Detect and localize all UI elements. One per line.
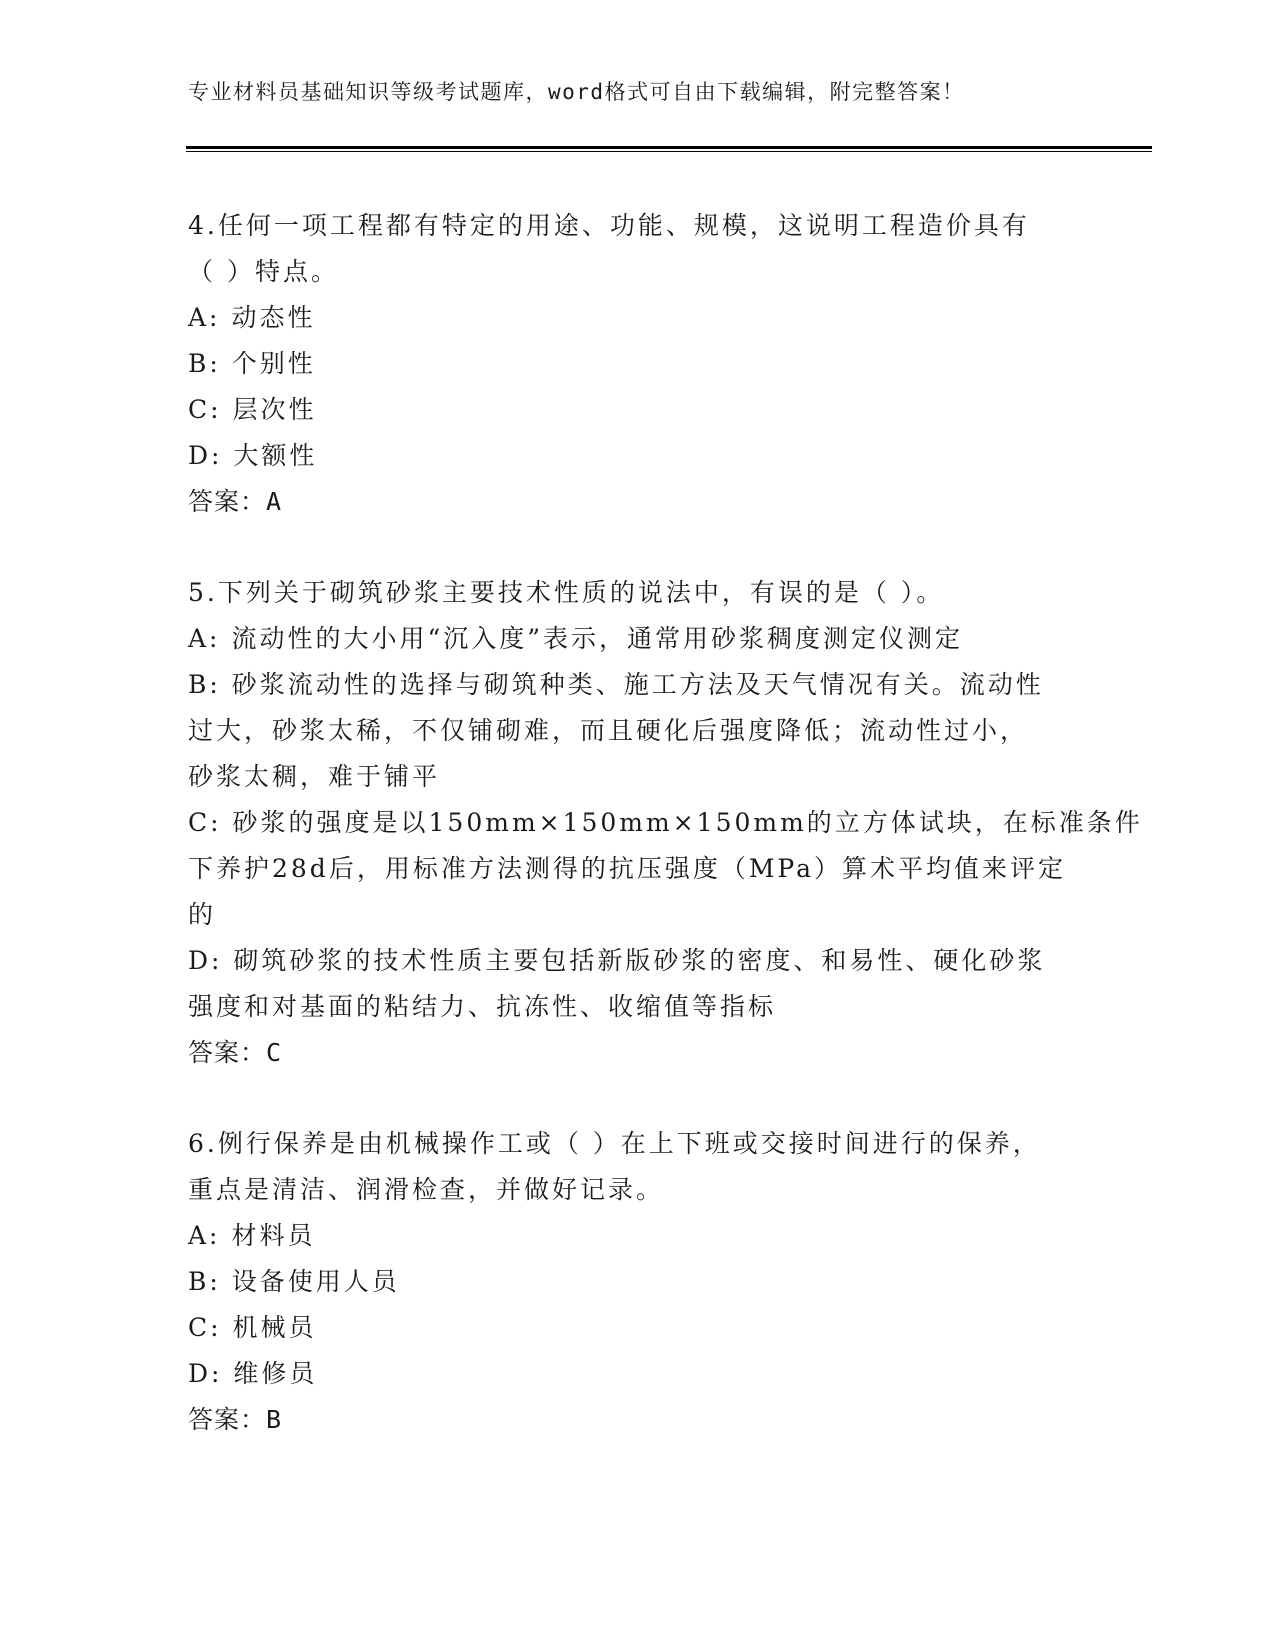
header-rule-thin (186, 151, 1152, 152)
header-rule-thick (186, 146, 1152, 149)
option-c-cont: 的 (188, 900, 217, 929)
option-c: C: 砂浆的强度是以150mm×150mm×150mm的立方体试块，在标准条件 (188, 808, 1143, 837)
question-number: 5. (188, 578, 218, 607)
option-a: A: 流动性的大小用“沉入度”表示，通常用砂浆稠度测定仪测定 (188, 624, 964, 653)
option-d: D: 维修员 (188, 1359, 318, 1388)
option-a: A: 动态性 (188, 303, 316, 332)
answer-value: C (266, 1038, 283, 1067)
option-c-cont: 下养护28d后，用标准方法测得的抗压强度（MPa）算术平均值来评定 (188, 854, 1067, 883)
option-a: A: 材料员 (188, 1221, 316, 1250)
question-4 (188, 203, 1068, 525)
answer-value: B (266, 1405, 283, 1434)
option-c: C: 层次性 (188, 395, 317, 424)
question-text: 5.下列关于砌筑砂浆主要技术性质的说法中，有误的是（ ）。 (188, 578, 945, 607)
option-d: D: 砌筑砂浆的技术性质主要包括新版砂浆的密度、和易性、硬化砂浆 (188, 946, 1046, 975)
question-text-cont: 重点是清洁、润滑检查，并做好记录。 (188, 1175, 665, 1204)
question-number: 4. (188, 211, 218, 240)
answer-value: A (266, 487, 283, 516)
question-number: 6. (188, 1129, 218, 1158)
question-text: 4.任何一项工程都有特定的用途、功能、规模，这说明工程造价具有 (188, 211, 1030, 240)
option-d-cont: 强度和对基面的粘结力、抗冻性、收缩值等指标 (188, 992, 777, 1021)
option-b-cont: 砂浆太稠，难于铺平 (188, 762, 441, 791)
question-text: 6.例行保养是由机械操作工或（ ）在上下班或交接时间进行的保养， (188, 1129, 1041, 1158)
question-list (188, 203, 1143, 1488)
option-b-cont: 过大，砂浆太稀，不仅铺砌难，而且硬化后强度降低；流动性过小， (188, 716, 1029, 745)
option-b: B: 个别性 (188, 349, 316, 378)
option-c: C: 机械员 (188, 1313, 317, 1342)
answer: 答案：C (188, 1038, 283, 1067)
page-header: 专业材料员基础知识等级考试题库，word格式可自由下载编辑，附完整答案！ (188, 80, 965, 104)
option-b: B: 砂浆流动性的选择与砌筑种类、施工方法及天气情况有关。流动性 (188, 670, 1044, 699)
question-text-cont: （ ）特点。 (188, 257, 339, 286)
option-d: D: 大额性 (188, 441, 318, 470)
answer: 答案：A (188, 487, 283, 516)
question-6 (188, 1121, 1068, 1443)
question-5 (188, 570, 1143, 1076)
answer: 答案：B (188, 1405, 283, 1434)
option-b: B: 设备使用人员 (188, 1267, 400, 1296)
